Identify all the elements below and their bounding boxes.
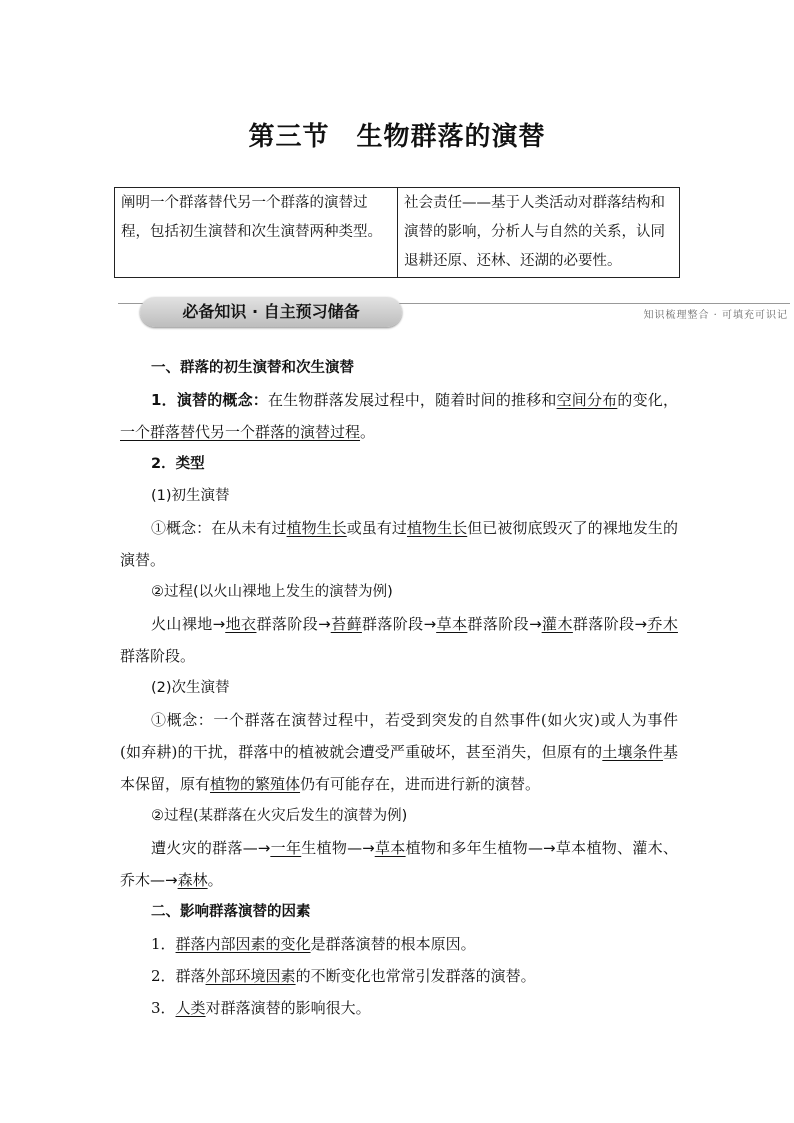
blank-answer: 乔木 [647, 615, 678, 633]
arrow-icon: → [423, 615, 437, 633]
text: 群落阶段 [256, 615, 319, 633]
text: 在生物群落发展过程中，随着时间的推移和 [267, 391, 557, 409]
primary-concept [120, 512, 678, 576]
types-label: 2．类型 [151, 456, 205, 472]
blank-answer: 人类 [175, 999, 206, 1017]
text: 但已被彻底毁灭了的裸地发生的演替。 [120, 519, 678, 569]
text: 1． [151, 935, 176, 953]
paragraph-concept [120, 384, 678, 448]
text: 。 [360, 423, 376, 441]
text: 或虽有过 [346, 519, 407, 537]
text: 群落阶段。 [120, 647, 196, 665]
text: 遭火灾的群落 [151, 839, 243, 857]
text: 对群落演替的影响很大。 [205, 999, 371, 1017]
blank-answer: 一个群落替代另一个群落的演替过程 [120, 423, 361, 441]
section-heading-2: 二、影响群落演替的因素 [151, 904, 311, 920]
primary-process-heading: ②过程(以火山裸地上发生的演替为例) [151, 584, 393, 600]
section-heading-1: 一、群落的初生演替和次生演替 [151, 360, 354, 376]
factor-2 [120, 960, 678, 992]
factor-3 [120, 992, 678, 1024]
text: 是群落演替的根本原因。 [310, 935, 476, 953]
goal-right-cell: 社会责任——基于人类活动对群落结构和演替的影响，分析人与自然的关系，认同退耕还原、还林、还湖的必要性。 [398, 188, 680, 278]
text: 基本保留，原有 [120, 743, 678, 793]
text: 群落阶段 [572, 615, 635, 633]
arrow-icon: → [212, 615, 226, 633]
secondary-concept [120, 704, 678, 800]
text: 草本植物、灌木、乔木 [120, 839, 678, 889]
text: 群落阶段 [467, 615, 530, 633]
text: 2．群落 [151, 967, 206, 985]
blank-answer: 森林 [177, 871, 208, 889]
arrow-icon: —→ [347, 839, 375, 857]
blank-answer: 一年 [270, 839, 302, 857]
blank-answer: 植物生长 [406, 519, 468, 537]
blank-answer: 外部环境因素 [205, 967, 296, 985]
banner-tag: 知识梳理整合 · 可填充可识记 [643, 310, 788, 321]
arrow-icon: —→ [242, 839, 271, 857]
primary-succession-heading: (1)初生演替 [151, 488, 230, 504]
blank-answer: 群落内部因素的变化 [175, 935, 311, 953]
primary-process [120, 608, 678, 672]
learning-goals-table [114, 187, 680, 278]
arrow-icon: → [318, 615, 331, 633]
arrow-icon: → [529, 615, 542, 633]
text: 火山裸地 [151, 615, 213, 633]
blank-answer: 灌木 [541, 615, 573, 633]
text: 植物和多年生植物 [405, 839, 528, 857]
banner-label: 必备知识 · 自主预习储备 [140, 297, 402, 327]
arrow-icon: —→ [527, 839, 556, 857]
text: 的变化， [617, 391, 678, 409]
blank-answer: 土壤条件 [602, 743, 663, 761]
blank-answer: 空间分布 [556, 391, 618, 409]
goal-left-cell: 阐明一个群落替代另一个群落的演替过程，包括初生演替和次生演替两种类型。 [115, 188, 398, 278]
blank-answer: 地衣 [225, 615, 257, 633]
text: 的不断变化也常常引发群落的演替。 [295, 967, 536, 985]
secondary-process-heading: ②过程(某群落在火灾后发生的演替为例) [151, 808, 408, 824]
blank-answer: 苔藓 [330, 615, 362, 633]
types-heading [120, 448, 678, 480]
text: ①概念：一个群落在演替过程中，若受到突发的自然事件(如火灾)或人为事件(如弃耕)的干扰，群落中的植被就会遭受严重破坏，甚至消失，但原有的 [120, 711, 678, 761]
secondary-process [120, 832, 678, 896]
arrow-icon: → [634, 615, 648, 633]
blank-answer: 植物生长 [286, 519, 347, 537]
text: 群落阶段 [361, 615, 424, 633]
text: ①概念：在从未有过 [151, 519, 287, 537]
text: 生植物 [301, 839, 348, 857]
text: 。 [207, 871, 223, 889]
blank-answer: 草本 [374, 839, 406, 857]
text: 3． [151, 999, 176, 1017]
section-banner [118, 297, 790, 331]
blank-answer: 植物的繁殖体 [210, 775, 301, 793]
factor-1 [120, 928, 678, 960]
blank-answer: 草本 [436, 615, 468, 633]
page-title: 第三节 生物群落的演替 [248, 122, 546, 152]
main-content [120, 352, 678, 1024]
concept-label: 1．演替的概念： [151, 391, 268, 409]
secondary-succession-heading: (2)次生演替 [151, 680, 230, 696]
text: 仍有可能存在，进而进行新的演替。 [300, 775, 541, 793]
arrow-icon: —→ [150, 871, 178, 889]
